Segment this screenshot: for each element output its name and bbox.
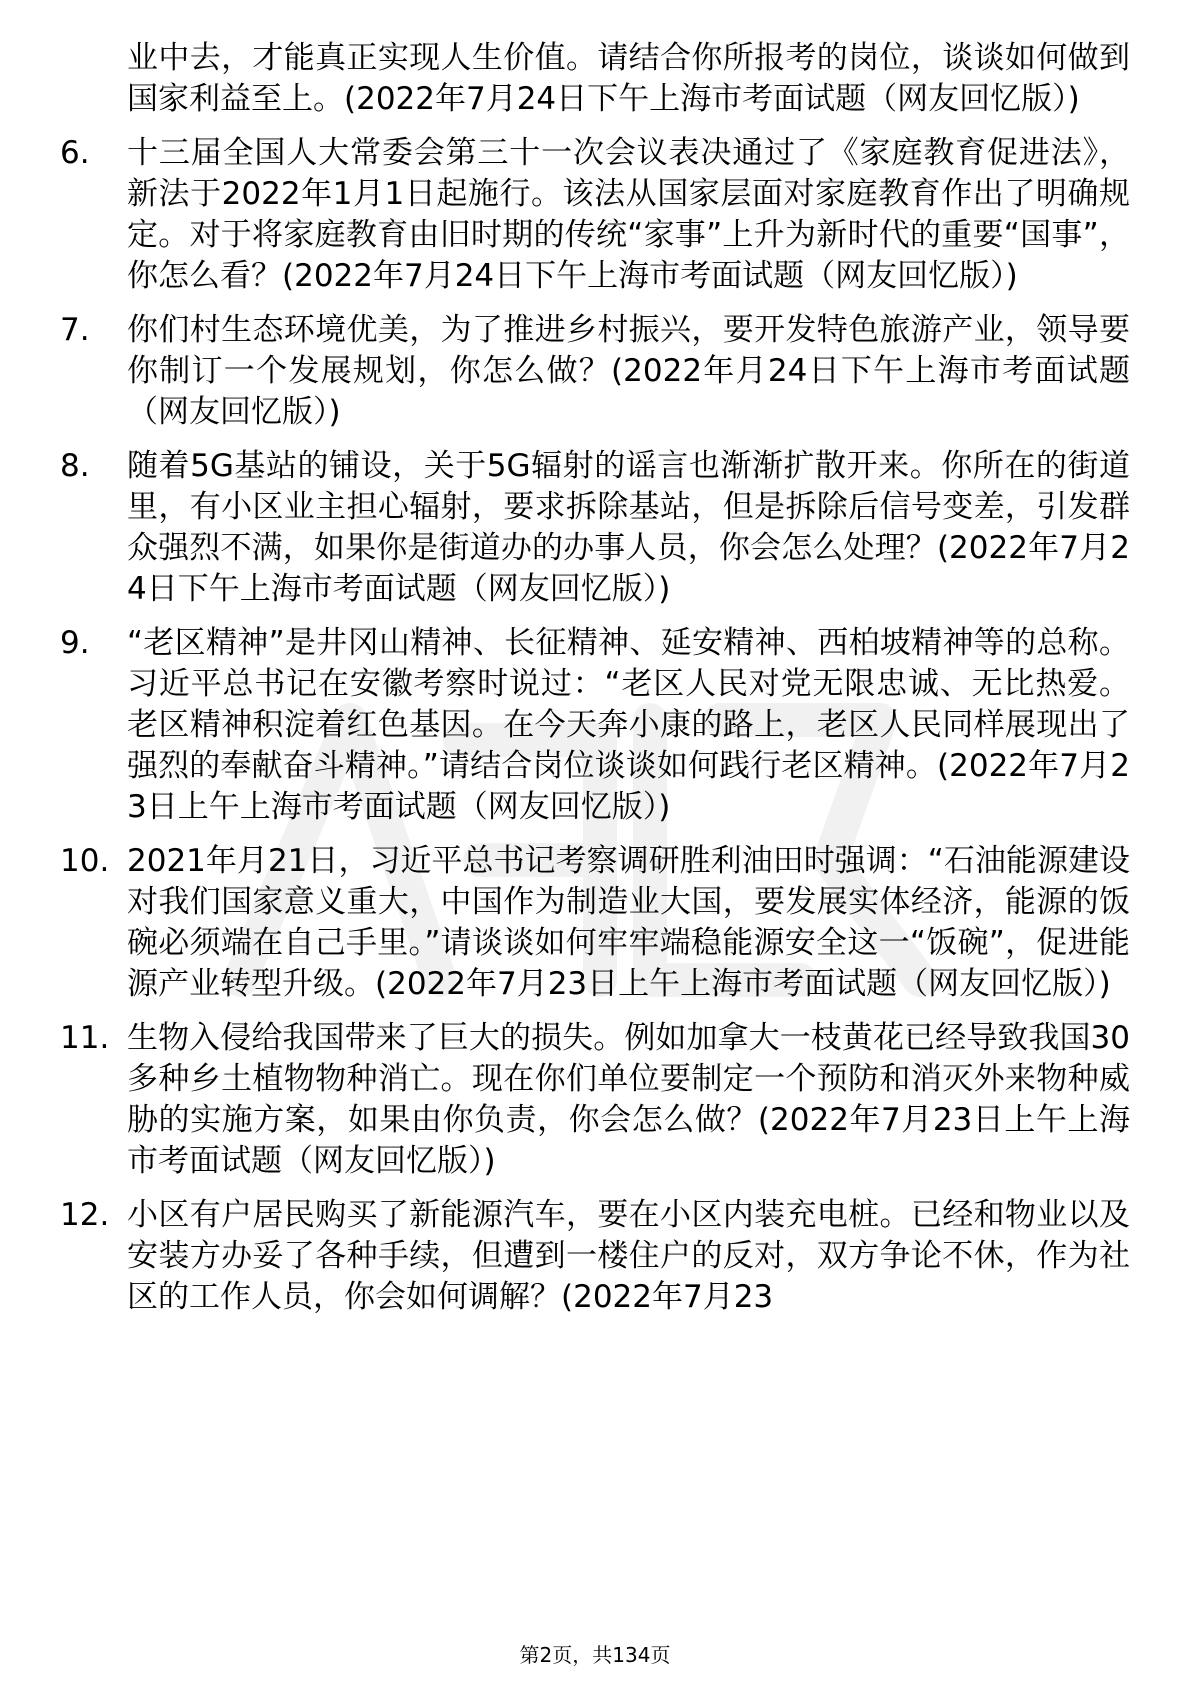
- question-number: 10.: [60, 843, 110, 879]
- list-item: [60, 841, 1140, 1005]
- question-list: [60, 38, 1140, 1331]
- list-item: [60, 446, 1140, 610]
- list-item: [60, 133, 1140, 297]
- question-text: “老区精神”是井冈山精神、长征精神、延安精神、西柏坡精神等的总称。习近平总书记在安徽考察时说过：“老区人民对党无限忠诚、无比热爱。老区精神积淀着红色基因。在今天奔小康的路上，老区人民同样展现出了强烈的奉献奋斗精神。”请结合岗位谈谈如何践行老区精神。(2022年7月23日上午上海市考面试题（网友回忆版）): [127, 625, 1130, 825]
- question-text: 随着5G基站的铺设，关于5G辐射的谣言也渐渐扩散开来。你所在的街道里，有小区业主担心辐射，要求拆除基站，但是拆除后信号变差，引发群众强烈不满，如果你是街道办的办事人员，你会怎么处理？(2022年7月24日下午上海市考面试题（网友回忆版）): [127, 448, 1130, 607]
- question-text: 业中去，才能真正实现人生价值。请结合你所报考的岗位，谈谈如何做到国家利益至上。(2022年7月24日下午上海市考面试题（网友回忆版）): [127, 40, 1130, 117]
- question-number: 12.: [60, 1197, 110, 1233]
- list-item: [60, 38, 1140, 120]
- question-number: 8.: [60, 448, 90, 484]
- list-item: [60, 1018, 1140, 1182]
- question-text: 小区有户居民购买了新能源汽车，要在小区内装充电桩。已经和物业以及安装方办妥了各种手续，但遭到一楼住户的反对，双方争论不休，作为社区的工作人员，你会如何调解？(2022年7月23: [127, 1197, 1130, 1315]
- list-item: [60, 310, 1140, 433]
- question-text: 生物入侵给我国带来了巨大的损失。例如加拿大一枝黄花已经导致我国30多种乡土植物物种消亡。现在你们单位要制定一个预防和消灭外来物种威胁的实施方案，如果由你负责，你会怎么做？(2022年7月23日上午上海市考面试题（网友回忆版）): [127, 1020, 1130, 1179]
- question-number: 11.: [60, 1020, 110, 1056]
- question-number: 9.: [60, 625, 90, 661]
- question-text: 2021年月21日，习近平总书记考察调研胜利油田时强调：“石油能源建设对我们国家意义重大，中国作为制造业大国，要发展实体经济，能源的饭碗必须端在自己手里。”请谈谈如何牢牢端稳能源安全这一“饭碗”，促进能源产业转型升级。(2022年7月23日上午上海市考面试题（网友回忆版）): [127, 843, 1130, 1002]
- question-number: 7.: [60, 312, 90, 348]
- question-text: 十三届全国人大常委会第三十一次会议表决通过了《家庭教育促进法》，新法于2022年1月1日起施行。该法从国家层面对家庭教育作出了明确规定。对于将家庭教育由旧时期的传统“家事”上升为新时代的重要“国事”，你怎么看？(2022年7月24日下午上海市考面试题（网友回忆版）): [127, 135, 1130, 294]
- question-number: 6.: [60, 135, 90, 171]
- page-footer: [0, 1642, 1190, 1668]
- question-text: 你们村生态环境优美，为了推进乡村振兴，要开发特色旅游产业，领导要你制订一个发展规划，你怎么做？(2022年月24日下午上海市考面试题（网友回忆版）): [127, 312, 1130, 430]
- list-item: [60, 1195, 1140, 1318]
- list-item: [60, 623, 1140, 828]
- page-number-label: 第2页，共134页: [519, 1643, 671, 1667]
